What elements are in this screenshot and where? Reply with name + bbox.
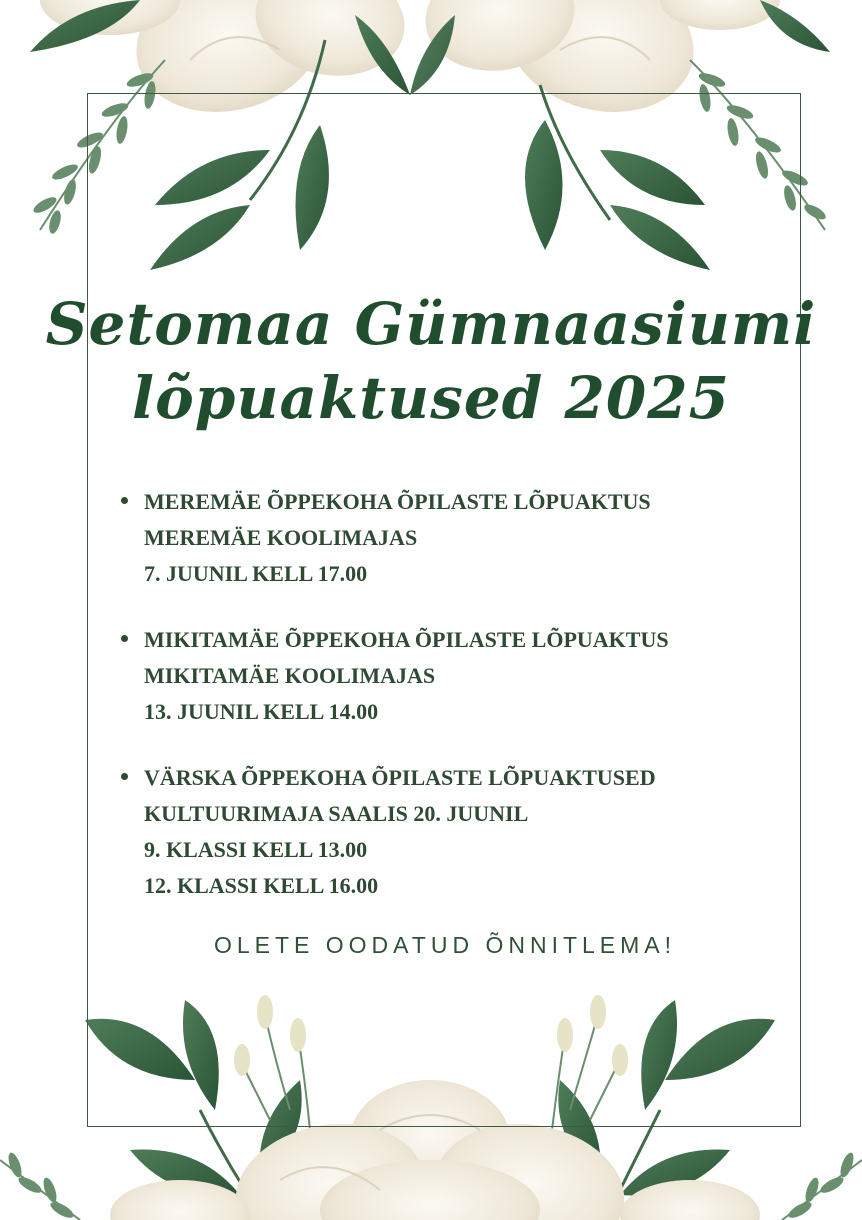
event-title: MEREMÄE ÕPPEKOHA ÕPILASTE LÕPUAKTUS [144,489,651,514]
event-time-12th-grade: 12. KLASSI KELL 16.00 [144,873,379,898]
closing-invitation: OLETE OODATUD ÕNNITLEMA! [213,932,677,958]
event-varska [118,760,778,904]
event-title: MIKITAMÄE ÕPPEKOHA ÕPILASTE LÕPUAKTUS [144,627,669,652]
bullet-dot [121,773,128,780]
bullet-dot [121,635,128,642]
title-line-2: lõpuaktused 2025 [132,364,730,432]
event-location: MIKITAMÄE KOOLIMAJAS [144,663,436,688]
event-meremae [118,484,778,592]
event-time: 7. JUUNIL KELL 17.00 [144,561,368,586]
event-time: 13. JUUNIL KELL 14.00 [144,699,379,724]
event-title: VÄRSKA ÕPPEKOHA ÕPILASTE LÕPUAKTUSED [144,765,656,790]
event-location: KULTUURIMAJA SAALIS 20. JUUNIL [144,801,529,826]
event-list [118,484,778,934]
bullet-dot [121,497,128,504]
title-line-1: Setomaa Gümnaasiumi [45,290,817,358]
event-time-9th-grade: 9. KLASSI KELL 13.00 [144,837,368,862]
event-mikitamae [118,622,778,730]
event-location: MEREMÄE KOOLIMAJAS [144,525,418,550]
